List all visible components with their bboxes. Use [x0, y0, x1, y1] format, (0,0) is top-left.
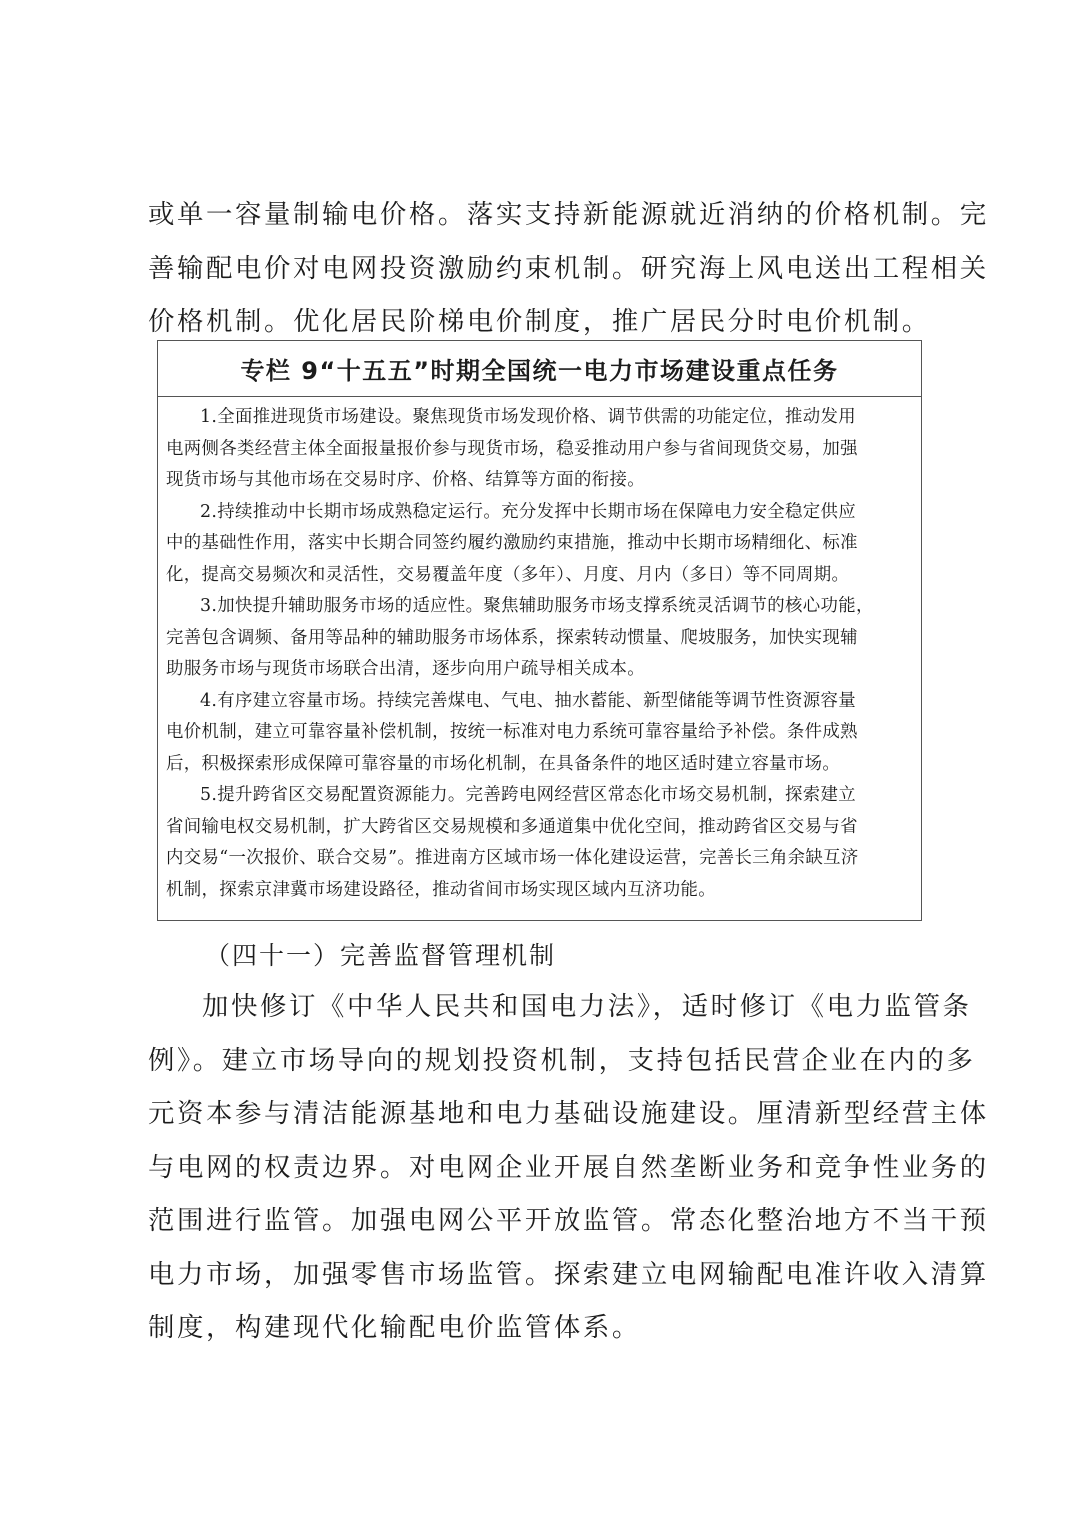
text-line: 例》。建立市场导向的规划投资机制，支持包括民营企业在内的多	[148, 1044, 976, 1076]
text-line: 5.提升跨省区交易配置资源能力。完善跨电网经营区常态化市场交易机制，探索建立	[200, 785, 856, 805]
text-line: 与电网的权责边界。对电网企业开展自然垄断业务和竞争性业务的	[148, 1151, 989, 1183]
text-line: 完善包含调频、备用等品种的辅助服务市场体系，探索转动惯量、爬坡服务，加快实现辅	[166, 627, 858, 648]
text-line: 电价机制，建立可靠容量补偿机制，按统一标准对电力系统可靠容量给予补偿。条件成熟	[166, 722, 858, 742]
task-item-1	[166, 402, 921, 497]
text-line: 电力市场，加强零售市场监管。探索建立电网输配电准许收入清算	[148, 1258, 989, 1290]
text-line: 善输配电价对电网投资激励约束机制。研究海上风电送出工程相关	[148, 252, 989, 284]
text-line: 省间输电权交易机制，扩大跨省区交易规模和多通道集中优化空间，推动跨省区交易与省	[166, 816, 858, 837]
text-line: 化，提高交易频次和灵活性，交易覆盖年度（多年）、月度、月内（多日）等不同周期。	[166, 564, 850, 585]
text-line: 元资本参与清洁能源基地和电力基础设施建设。厘清新型经营主体	[148, 1098, 989, 1129]
text-line: 2.持续推动中长期市场成熟稳定运行。充分发挥中长期市场在保障电力安全稳定供应	[200, 501, 856, 522]
column-box-body	[158, 397, 921, 906]
text-line: 制度，构建现代化输配电价监管体系。	[148, 1312, 641, 1343]
section-heading: （四十一）完善监督管理机制	[205, 941, 557, 970]
body-paragraph-top	[148, 188, 989, 349]
text-line: 中的基础性作用，落实中长期合同签约履约激励约束措施，推动中长期市场精细化、标准	[166, 533, 858, 553]
column-box	[157, 340, 922, 921]
text-line: 价格机制。优化居民阶梯电价制度，推广居民分时电价机制。	[148, 306, 931, 337]
text-line: 或单一容量制输电价格。落实支持新能源就近消纳的价格机制。完	[148, 199, 989, 230]
text-line: 加快修订《中华人民共和国电力法》，适时修订《电力监管条	[202, 991, 972, 1022]
task-item-2	[166, 497, 921, 592]
text-line: 范围进行监管。加强电网公平开放监管。常态化整治地方不当干预	[148, 1205, 989, 1236]
body-paragraph-bottom	[148, 980, 989, 1355]
text-line: 电两侧各类经营主体全面报量报价参与现货市场，稳妥推动用户参与省间现货交易，加强	[166, 438, 858, 459]
task-item-4	[166, 686, 921, 781]
text-line: 内交易“一次报价、联合交易”。推进南方区域市场一体化建设运营，完善长三角余缺互济	[166, 848, 859, 868]
text-line: 后，积极探索形成保障可靠容量的市场化机制，在具备条件的地区适时建立容量市场。	[166, 753, 841, 774]
text-line: 3.加快提升辅助服务市场的适应性。聚焦辅助服务市场支撑系统灵活调节的核心功能，	[200, 596, 874, 616]
text-line: 助服务市场与现货市场联合出清，逐步向用户疏导相关成本。	[166, 659, 645, 679]
text-line: 1.全面推进现货市场建设。聚焦现货市场发现价格、调节供需的功能定位，推动发用	[200, 407, 856, 427]
column-box-title: 专栏 9“十五五”时期全国统一电力市场建设重点任务	[158, 341, 921, 397]
text-line: 机制，探索京津冀市场建设路径，推动省间市场实现区域内互济功能。	[166, 879, 716, 900]
task-item-3	[166, 591, 921, 686]
task-item-5	[166, 780, 921, 906]
text-line: 现货市场与其他市场在交易时序、价格、结算等方面的衔接。	[166, 470, 645, 490]
text-line: 4.有序建立容量市场。持续完善煤电、气电、抽水蓄能、新型储能等调节性资源容量	[200, 690, 856, 711]
